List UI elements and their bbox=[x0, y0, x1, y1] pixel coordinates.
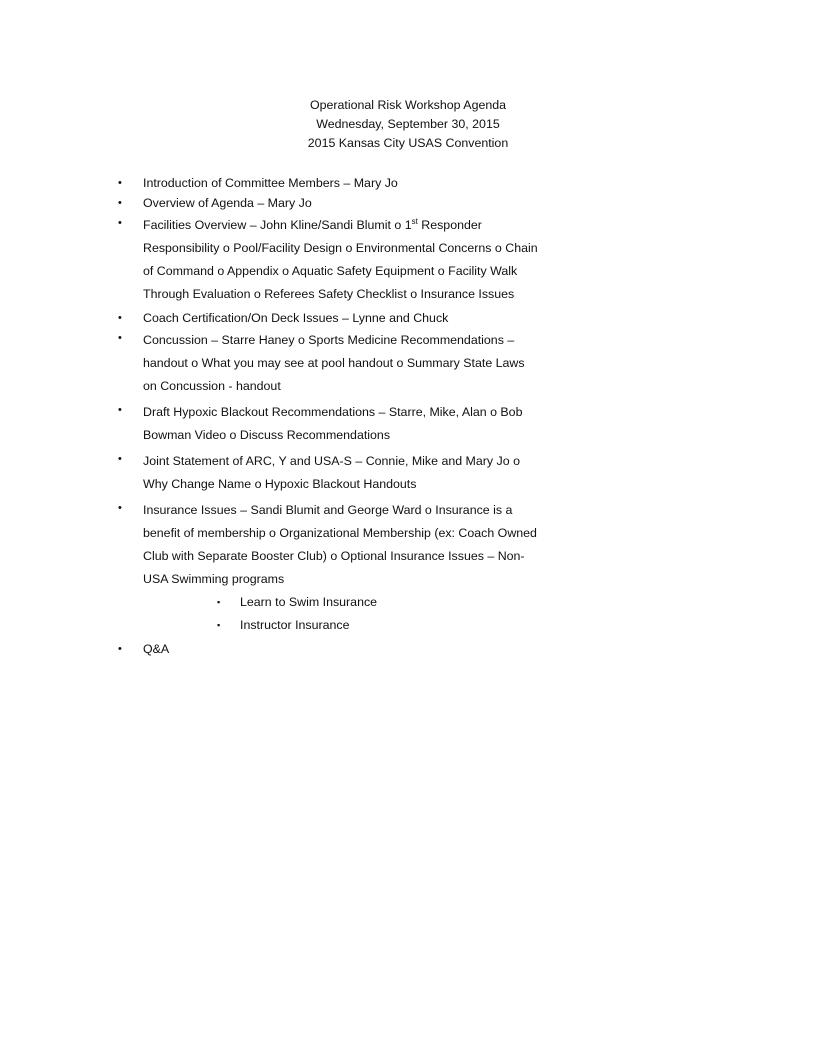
sub-list-item bbox=[143, 614, 538, 637]
agenda-item-text: Joint Statement of ARC, Y and USA-S – Connie, Mike and Mary Jo o Why Change Name o Hypoxic Blackout Handouts bbox=[143, 454, 520, 491]
agenda-list bbox=[118, 173, 538, 659]
agenda-item-text: Facilities Overview – John Kline/Sandi Blumit o 1 bbox=[143, 218, 412, 232]
square-bullet-icon: ▪ bbox=[217, 620, 221, 630]
agenda-item bbox=[118, 639, 538, 659]
agenda-item-text: Overview of Agenda – Mary Jo bbox=[143, 196, 312, 210]
agenda-header bbox=[0, 96, 816, 153]
agenda-date: Wednesday, September 30, 2015 bbox=[316, 117, 500, 131]
sub-list-item bbox=[143, 591, 538, 614]
agenda-item-text: Responder Responsibility o Pool/Facility Design o Environmental Concerns o Chain of Command o Appendix o Aquatic Safety Equipment o Facility Walk Through Evaluation o Referees Safety Checklist o Insurance Issues bbox=[143, 218, 538, 301]
bullet-icon: • bbox=[118, 312, 122, 324]
bullet-icon: • bbox=[118, 197, 122, 209]
agenda-item bbox=[118, 173, 538, 193]
agenda-item bbox=[118, 213, 538, 308]
agenda-item-text: Draft Hypoxic Blackout Recommendations – Starre, Mike, Alan o Bob Bowman Video o Discuss Recommendations bbox=[143, 405, 523, 442]
agenda-item bbox=[118, 449, 538, 498]
agenda-item-text: Insurance Issues – Sandi Blumit and George Ward o Insurance is a benefit of membership o Organizational Membership (ex: Coach Owned Club with Separate Booster Club) o Optional Insurance Issues – Non-USA Swimming programs bbox=[143, 503, 537, 586]
agenda-item bbox=[118, 193, 538, 213]
bullet-icon: • bbox=[118, 643, 122, 655]
bullet-icon: • bbox=[118, 217, 122, 229]
agenda-item bbox=[118, 328, 538, 400]
sub-item-text: Instructor Insurance bbox=[240, 618, 350, 632]
sub-list bbox=[143, 591, 538, 637]
bullet-icon: • bbox=[118, 453, 122, 465]
agenda-item bbox=[118, 498, 538, 639]
bullet-icon: • bbox=[118, 502, 122, 514]
bullet-icon: • bbox=[118, 332, 122, 344]
bullet-icon: • bbox=[118, 404, 122, 416]
bullet-icon: • bbox=[118, 177, 122, 189]
square-bullet-icon: ▪ bbox=[217, 597, 221, 607]
agenda-item-text: Q&A bbox=[143, 642, 170, 656]
agenda-item-text: Introduction of Committee Members – Mary Jo bbox=[143, 176, 398, 190]
ordinal-suffix: st bbox=[411, 217, 418, 226]
agenda-item bbox=[118, 308, 538, 328]
sub-item-text: Learn to Swim Insurance bbox=[240, 595, 378, 609]
agenda-item-text: Coach Certification/On Deck Issues – Lynne and Chuck bbox=[143, 311, 449, 325]
agenda-event: 2015 Kansas City USAS Convention bbox=[307, 136, 509, 150]
agenda-title: Operational Risk Workshop Agenda bbox=[309, 98, 507, 112]
agenda-item bbox=[118, 400, 538, 449]
agenda-item-text: Concussion – Starre Haney o Sports Medicine Recommendations – handout o What you may see at pool handout o Summary State Laws on Concussion - handout bbox=[143, 333, 525, 393]
